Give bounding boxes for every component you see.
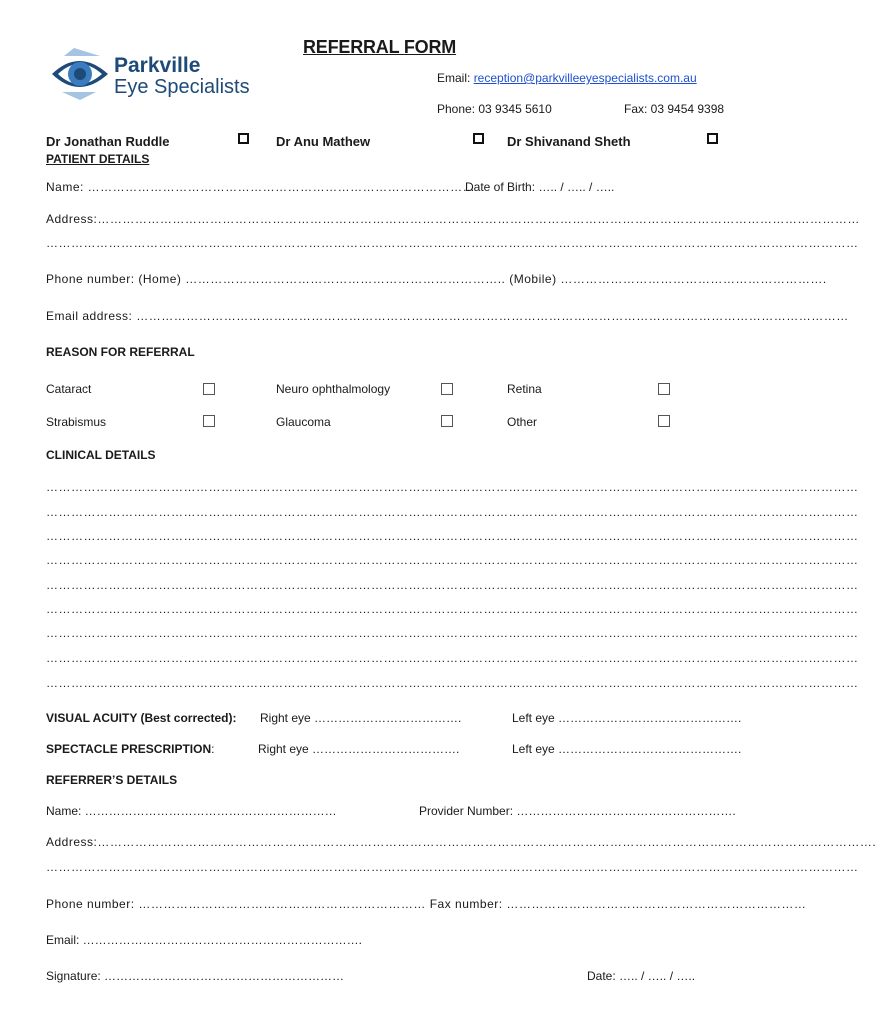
reason-cataract-label: Cataract: [46, 382, 92, 396]
visual-acuity-right-field[interactable]: Right eye ……………………………….: [260, 711, 462, 725]
reason-strabismus-label: Strabismus: [46, 415, 107, 429]
doctor-ruddle-label: Dr Jonathan Ruddle: [46, 134, 170, 149]
contact-fax: Fax: 03 9454 9398: [624, 102, 725, 116]
spectacle-prescription-label-row: [46, 742, 214, 756]
spectacle-prescription-colon: :: [211, 742, 215, 756]
clinical-line[interactable]: ……………………………………………………………………………………………………………………………………………………………………………: [46, 553, 859, 567]
referrer-phone-fax-field[interactable]: Phone number: …………………………………………………………… Fax number: ………………………………………………………………: [46, 897, 807, 911]
form-title: REFERRAL FORM: [303, 37, 457, 57]
patient-name-field[interactable]: Name: …………………………………………………………………………………: [46, 180, 476, 194]
clinical-heading: CLINICAL DETAILS: [46, 448, 156, 462]
reason-cataract-checkbox[interactable]: [203, 383, 215, 395]
logo: [44, 44, 274, 104]
patient-email-field[interactable]: Email address: ………………………………………………………………………………………………………………………………………………………: [46, 309, 849, 323]
reason-strabismus-checkbox[interactable]: [203, 415, 215, 427]
contact-phone: Phone: 03 9345 5610: [437, 102, 552, 116]
reason-retina-label: Retina: [507, 382, 542, 396]
logo-line-1: Parkville: [114, 54, 201, 77]
referrer-address-line-1[interactable]: Address:…………………………………………………………………………………………………………………………………………………………………….: [46, 835, 876, 849]
doctor-mathew-checkbox[interactable]: [473, 133, 484, 144]
clinical-line[interactable]: ……………………………………………………………………………………………………………………………………………………………………………: [46, 602, 859, 616]
referrer-signature-field[interactable]: Signature: ……………………………………………………: [46, 969, 345, 983]
logo-line-2: Eye Specialists: [114, 76, 250, 98]
patient-dob-field[interactable]: Date of Birth: ….. / ….. / …..: [465, 180, 615, 194]
doctor-sheth-checkbox[interactable]: [707, 133, 718, 144]
referrer-address-line-2[interactable]: ……………………………………………………………………………………………………………………………………………………………………………: [46, 860, 859, 874]
reason-glaucoma-label: Glaucoma: [276, 415, 331, 429]
referrer-date-field[interactable]: Date: ….. / ….. / …..: [587, 969, 696, 983]
clinical-line[interactable]: ……………………………………………………………………………………………………………………………………………………………………………: [46, 578, 859, 592]
email-link[interactable]: reception@parkvilleeyespecialists.com.au: [473, 71, 697, 85]
patient-address-line-1[interactable]: Address:…………………………………………………………………………………………………………………………………………………………………: [46, 212, 860, 226]
spectacle-prescription-label: SPECTACLE PRESCRIPTION: [46, 742, 212, 756]
clinical-line[interactable]: ……………………………………………………………………………………………………………………………………………………………………………: [46, 529, 859, 543]
clinical-line[interactable]: ……………………………………………………………………………………………………………………………………………………………………………: [46, 626, 859, 640]
doctor-sheth-label: Dr Shivanand Sheth: [507, 134, 631, 149]
reason-neuro-checkbox[interactable]: [441, 383, 453, 395]
reason-heading: REASON FOR REFERRAL: [46, 345, 195, 359]
referrer-name-field[interactable]: Name: ………………………………………………………: [46, 804, 337, 818]
referrer-heading: REFERRER’S DETAILS: [46, 773, 178, 787]
patient-address-line-2[interactable]: ……………………………………………………………………………………………………………………………………………………………………………: [46, 236, 859, 250]
clinical-line[interactable]: ……………………………………………………………………………………………………………………………………………………………………………: [46, 651, 859, 665]
spectacle-right-field[interactable]: Right eye ……………………………….: [258, 742, 460, 756]
clinical-line[interactable]: ……………………………………………………………………………………………………………………………………………………………………………: [46, 480, 859, 494]
eye-logo-icon: [44, 44, 114, 104]
referrer-provider-field[interactable]: Provider Number: ……………………………………………….: [419, 804, 736, 818]
visual-acuity-label: VISUAL ACUITY (Best corrected):: [46, 711, 237, 725]
spectacle-left-field[interactable]: Left eye ……………………………………….: [512, 742, 742, 756]
reason-retina-checkbox[interactable]: [658, 383, 670, 395]
reason-other-checkbox[interactable]: [658, 415, 670, 427]
clinical-line[interactable]: ……………………………………………………………………………………………………………………………………………………………………………: [46, 505, 859, 519]
reason-neuro-label: Neuro ophthalmology: [276, 382, 391, 396]
reason-glaucoma-checkbox[interactable]: [441, 415, 453, 427]
clinical-line[interactable]: ……………………………………………………………………………………………………………………………………………………………………………: [46, 676, 859, 690]
visual-acuity-left-field[interactable]: Left eye ……………………………………….: [512, 711, 742, 725]
contact-email-row: [437, 71, 697, 85]
doctor-mathew-label: Dr Anu Mathew: [276, 134, 371, 149]
doctor-ruddle-checkbox[interactable]: [238, 133, 249, 144]
patient-phone-field[interactable]: Phone number: (Home) ………………………………………………………………….. (Mobile) ……………………………………………………….: [46, 272, 827, 286]
patient-details-heading: PATIENT DETAILS: [46, 152, 150, 166]
referrer-email-field[interactable]: Email: …………………………………………………………….: [46, 933, 363, 947]
reason-other-label: Other: [507, 415, 538, 429]
email-label: Email:: [437, 71, 471, 85]
